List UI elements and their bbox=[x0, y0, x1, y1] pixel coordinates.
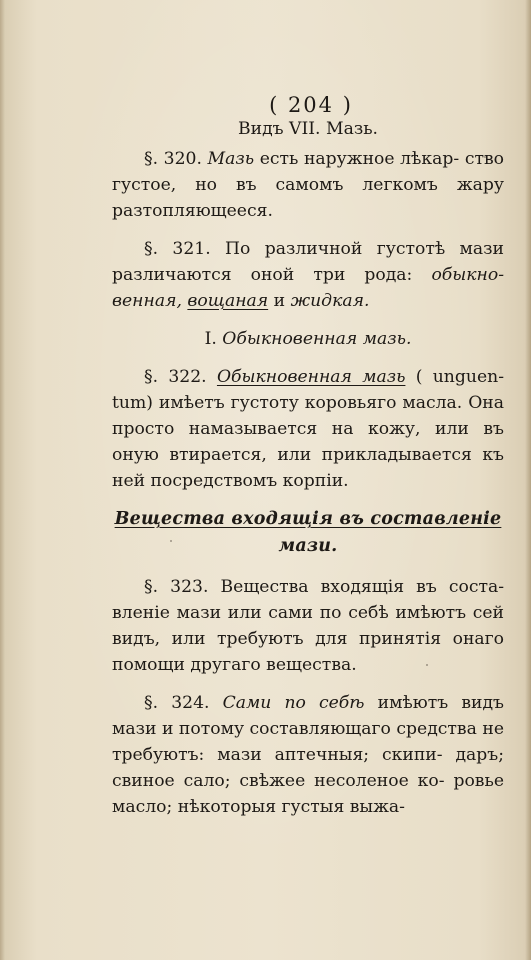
paper-speck bbox=[484, 156, 486, 158]
page-number: ( 204 ) bbox=[269, 93, 353, 117]
paper-speck bbox=[426, 664, 428, 666]
paragraph-321 bbox=[112, 236, 504, 314]
paragraph-number: §. 323. bbox=[144, 577, 209, 597]
paragraph-number: §. 324. bbox=[144, 693, 210, 713]
paragraph-text: ство густое, но въ самомъ легкомъ жару bbox=[112, 149, 504, 195]
paragraph-text: есть наружное лѣкар- bbox=[259, 149, 460, 169]
section-label: Обыкновенная мазь. bbox=[222, 329, 412, 349]
paragraph-text: сей видъ, или требуютъ для принятія bbox=[112, 603, 504, 649]
paragraph-text: даръ; свиное сало; свѣжее несоленое ко- bbox=[112, 745, 505, 791]
page-text bbox=[112, 88, 504, 832]
paragraph-text: ровье масло; нѣкоторыя густыя выжа- bbox=[112, 771, 505, 817]
page-right-edge bbox=[525, 0, 531, 960]
paragraph-text: къ ней посредствомъ корпіи. bbox=[112, 445, 504, 491]
paragraph-text: имѣютъ видъ bbox=[377, 693, 504, 713]
paragraph-text: tum) имѣетъ густоту коровьяго масла. bbox=[112, 393, 463, 413]
paragraph-term: Мазь bbox=[207, 149, 255, 169]
chapter-title: Видъ VII. Мазь. bbox=[237, 119, 379, 139]
paragraph-text: онаго помощи другаго вещества. bbox=[112, 629, 504, 675]
paragraph-text: и bbox=[273, 291, 286, 311]
paragraph-text: разтопляющееся. bbox=[112, 201, 273, 221]
paragraph-term: обыкно- bbox=[431, 265, 505, 285]
paragraph-term: вощаная bbox=[187, 291, 269, 311]
paragraph-text: въ оную втирается, или прикладывается bbox=[112, 419, 504, 465]
paragraph-number: §. 322. bbox=[144, 367, 207, 387]
subsection-heading-line: мази. bbox=[278, 536, 338, 556]
paragraph-text: мази и потому составляющаго средства bbox=[112, 719, 477, 739]
paragraph-322 bbox=[112, 364, 504, 494]
paragraph-term: Сами по себѣ bbox=[222, 693, 365, 713]
paper-speck bbox=[170, 540, 172, 542]
subsection-heading-line: Вещества входящія въ составленіе bbox=[114, 509, 502, 529]
paragraph-text: не требуютъ: мази аптечныя; скипи- bbox=[112, 719, 504, 765]
paragraph-term: жидкая. bbox=[290, 291, 370, 311]
paragraph-320 bbox=[112, 146, 504, 224]
paragraph-text: Вещества входящія въ соста- bbox=[220, 577, 505, 597]
subsection-heading bbox=[112, 506, 504, 560]
paragraph-text: ( unguen- bbox=[415, 367, 504, 387]
paragraph-term: венная, bbox=[112, 291, 182, 311]
section-number: I. bbox=[204, 329, 217, 349]
paragraph-text: различаются оной три рода: bbox=[112, 265, 413, 285]
paragraph-text: Она просто намазывается на кожу, или bbox=[112, 393, 504, 439]
paragraph-number: §. 320. bbox=[144, 149, 202, 169]
section-heading bbox=[112, 326, 504, 352]
paragraph-324 bbox=[112, 690, 504, 820]
paragraph-text: вленіе мази или сами по себѣ имѣютъ bbox=[112, 603, 467, 623]
paragraph-323 bbox=[112, 574, 504, 678]
paragraph-number: §. 321. bbox=[144, 239, 211, 259]
paragraph-term: Обыкновенная мазь bbox=[216, 367, 406, 387]
paragraph-text: По различной густотѣ мази bbox=[225, 239, 504, 259]
page-left-edge bbox=[0, 0, 5, 960]
